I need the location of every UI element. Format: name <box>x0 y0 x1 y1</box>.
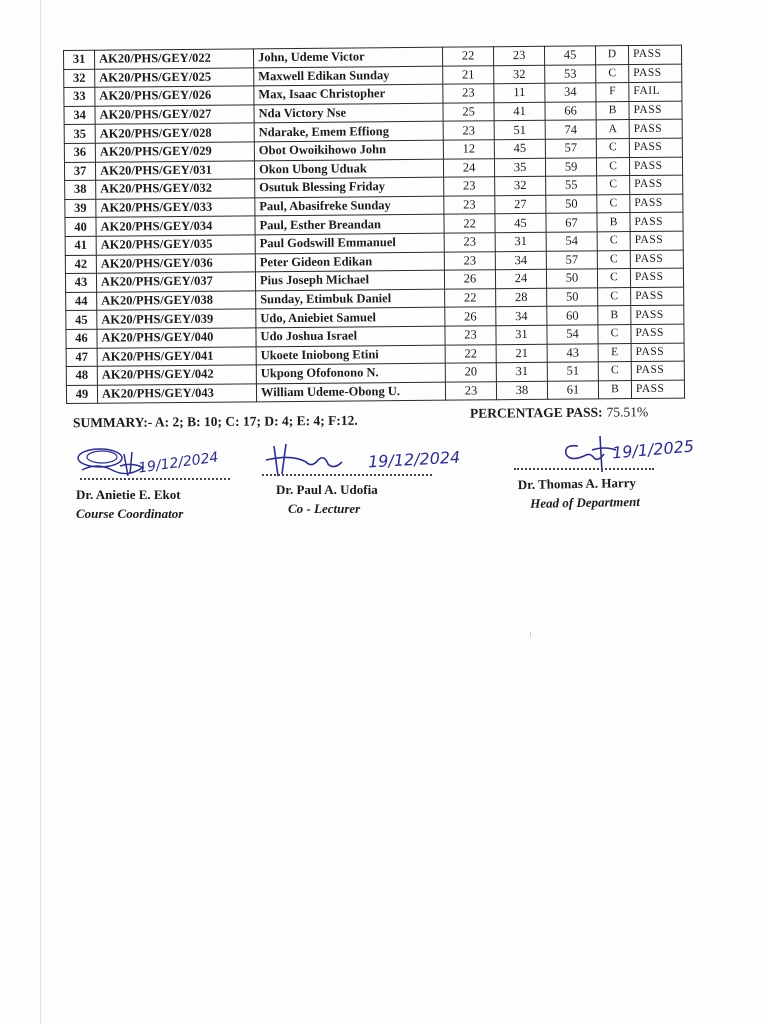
exam-score-cell: 45 <box>495 214 546 233</box>
signature-date-3: 19/1/2025 <box>611 436 695 463</box>
signatory-name: Dr. Paul A. Udofia <box>276 482 378 497</box>
serial-number-cell: 41 <box>65 236 96 255</box>
exam-score-cell: 45 <box>494 139 545 158</box>
ca-score-cell: 22 <box>445 288 496 307</box>
reg-number-cell: AK20/PHS/GEY/034 <box>96 216 255 236</box>
signatory-role: Course Coordinator <box>76 506 184 521</box>
student-name-cell: John, Udeme Victor <box>253 47 442 67</box>
scan-mark <box>530 632 531 637</box>
grade-cell: A <box>596 120 629 139</box>
total-score-cell: 51 <box>547 362 598 381</box>
remark-cell: PASS <box>629 119 682 138</box>
exam-score-cell: 31 <box>496 325 547 344</box>
results-table-body <box>64 45 685 404</box>
remark-cell: PASS <box>630 212 683 231</box>
student-name-cell: Okon Ubong Uduak <box>254 159 443 179</box>
grade-cell: C <box>597 176 630 195</box>
reg-number-cell: AK20/PHS/GEY/042 <box>97 365 256 385</box>
signatory-name: Dr. Thomas A. Harry <box>517 475 637 493</box>
total-score-cell: 61 <box>547 381 598 400</box>
reg-number-cell: AK20/PHS/GEY/038 <box>97 291 256 311</box>
signature-line-3 <box>514 468 654 470</box>
total-score-cell: 74 <box>545 120 596 139</box>
ca-score-cell: 20 <box>445 363 496 382</box>
reg-number-cell: AK20/PHS/GEY/032 <box>96 179 255 199</box>
signatory-role: Co - Lecturer <box>288 501 361 516</box>
total-score-cell: 57 <box>545 139 596 158</box>
exam-score-cell: 34 <box>495 251 546 270</box>
reg-number-cell: AK20/PHS/GEY/025 <box>95 67 254 87</box>
total-score-cell: 53 <box>545 64 596 83</box>
serial-number-cell: 31 <box>64 50 95 69</box>
exam-score-cell: 31 <box>495 232 546 251</box>
student-name-cell: Udo Joshua Israel <box>256 326 445 346</box>
ca-score-cell: 25 <box>443 103 494 122</box>
student-name-cell: William Udeme-Obong U. <box>256 382 445 402</box>
grade-cell: C <box>598 324 631 343</box>
ca-score-cell: 24 <box>443 158 494 177</box>
total-score-cell: 43 <box>547 343 598 362</box>
exam-score-cell: 23 <box>493 46 544 65</box>
signatory-co-lecturer <box>276 482 378 517</box>
remark-cell: PASS <box>630 231 683 250</box>
ca-score-cell: 26 <box>444 270 495 289</box>
exam-score-cell: 21 <box>496 344 547 363</box>
serial-number-cell: 36 <box>64 143 95 162</box>
ca-score-cell: 21 <box>443 65 494 84</box>
total-score-cell: 34 <box>545 83 596 102</box>
percentage-pass <box>470 404 648 422</box>
total-score-cell: 50 <box>546 269 597 288</box>
grade-cell: E <box>598 343 631 362</box>
ca-score-cell: 22 <box>444 214 495 233</box>
percentage-pass-label: PERCENTAGE PASS: <box>469 404 603 421</box>
student-name-cell: Paul, Esther Breandan <box>255 215 444 235</box>
remark-cell: PASS <box>629 101 682 120</box>
remark-cell: PASS <box>629 64 682 83</box>
reg-number-cell: AK20/PHS/GEY/040 <box>97 328 256 348</box>
student-name-cell: Peter Gideon Edikan <box>255 252 444 272</box>
reg-number-cell: AK20/PHS/GEY/022 <box>95 49 254 69</box>
total-score-cell: 54 <box>546 232 597 251</box>
results-table <box>63 45 685 405</box>
exam-score-cell: 11 <box>494 83 545 102</box>
reg-number-cell: AK20/PHS/GEY/033 <box>96 198 255 218</box>
exam-score-cell: 41 <box>494 102 545 121</box>
reg-number-cell: AK20/PHS/GEY/031 <box>95 160 254 180</box>
remark-cell: FAIL <box>629 82 682 101</box>
student-name-cell: Osutuk Blessing Friday <box>255 177 444 197</box>
serial-number-cell: 42 <box>65 255 96 274</box>
ca-score-cell: 23 <box>444 251 495 270</box>
remark-cell: PASS <box>629 138 682 157</box>
remark-cell: PASS <box>628 45 681 64</box>
signatory-head-of-department <box>518 475 640 512</box>
student-name-cell: Paul Godswill Emmanuel <box>255 233 444 253</box>
grade-cell: B <box>598 306 631 325</box>
serial-number-cell: 45 <box>66 311 97 330</box>
ca-score-cell: 26 <box>445 307 496 326</box>
serial-number-cell: 37 <box>64 162 95 181</box>
serial-number-cell: 32 <box>64 69 95 88</box>
remark-cell: PASS <box>631 287 684 306</box>
total-score-cell: 54 <box>547 325 598 344</box>
ca-score-cell: 12 <box>443 140 494 159</box>
signature-date-2: 19/12/2024 <box>367 447 461 472</box>
grade-cell: B <box>596 101 629 120</box>
reg-number-cell: AK20/PHS/GEY/029 <box>95 142 254 162</box>
exam-score-cell: 32 <box>494 65 545 84</box>
student-name-cell: Max, Isaac Christopher <box>254 84 443 104</box>
reg-number-cell: AK20/PHS/GEY/026 <box>95 86 254 106</box>
total-score-cell: 67 <box>546 213 597 232</box>
serial-number-cell: 46 <box>66 329 97 348</box>
reg-number-cell: AK20/PHS/GEY/041 <box>97 346 256 366</box>
reg-number-cell: AK20/PHS/GEY/035 <box>96 235 255 255</box>
remark-cell: PASS <box>631 361 684 380</box>
reg-number-cell: AK20/PHS/GEY/028 <box>95 123 254 143</box>
remark-cell: PASS <box>631 380 684 399</box>
serial-number-cell: 34 <box>64 106 95 125</box>
remark-cell: PASS <box>631 324 684 343</box>
serial-number-cell: 49 <box>66 385 97 404</box>
signature-date-1: 19/12/2024 <box>137 449 220 477</box>
reg-number-cell: AK20/PHS/GEY/039 <box>97 309 256 329</box>
grade-summary: SUMMARY:- A: 2; B: 10; C: 17; D: 4; E: 4; F:12. <box>72 412 358 431</box>
total-score-cell: 57 <box>546 250 597 269</box>
serial-number-cell: 48 <box>66 366 97 385</box>
serial-number-cell: 39 <box>65 199 96 218</box>
grade-cell: C <box>596 64 629 83</box>
exam-score-cell: 28 <box>496 288 547 307</box>
student-name-cell: Ndarake, Emem Effiong <box>254 122 443 142</box>
serial-number-cell: 47 <box>66 348 97 367</box>
grade-cell: B <box>598 380 631 399</box>
ca-score-cell: 23 <box>445 381 496 400</box>
serial-number-cell: 35 <box>64 125 95 144</box>
grade-cell: F <box>596 83 629 102</box>
exam-score-cell: 51 <box>494 121 545 140</box>
signature-line-2 <box>262 474 432 476</box>
ca-score-cell: 23 <box>445 326 496 345</box>
remark-cell: PASS <box>630 268 683 287</box>
total-score-cell: 45 <box>544 46 595 65</box>
ca-score-cell: 23 <box>443 121 494 140</box>
serial-number-cell: 33 <box>64 87 95 106</box>
total-score-cell: 59 <box>545 157 596 176</box>
total-score-cell: 60 <box>547 306 598 325</box>
grade-cell: B <box>597 213 630 232</box>
ca-score-cell: 23 <box>444 233 495 252</box>
total-score-cell: 55 <box>546 176 597 195</box>
serial-number-cell: 40 <box>65 218 96 237</box>
student-name-cell: Obot Owoikihowo John <box>254 140 443 160</box>
student-name-cell: Udo, Aniebiet Samuel <box>256 307 445 327</box>
grade-cell: C <box>597 231 630 250</box>
grade-cell: C <box>596 157 629 176</box>
signatory-role: Head of Department <box>530 493 641 511</box>
serial-number-cell: 44 <box>66 292 97 311</box>
exam-score-cell: 34 <box>496 307 547 326</box>
ca-score-cell: 23 <box>444 177 495 196</box>
reg-number-cell: AK20/PHS/GEY/037 <box>96 272 255 292</box>
signatory-name: Dr. Anietie E. Ekot <box>76 487 181 502</box>
exam-score-cell: 32 <box>495 176 546 195</box>
total-score-cell: 50 <box>546 195 597 214</box>
grade-cell: C <box>597 250 630 269</box>
student-name-cell: Ukoete Iniobong Etini <box>256 345 445 365</box>
page-edge <box>40 0 41 1024</box>
total-score-cell: 50 <box>547 288 598 307</box>
ca-score-cell: 22 <box>442 47 493 66</box>
ca-score-cell: 22 <box>445 344 496 363</box>
exam-score-cell: 38 <box>496 381 547 400</box>
remark-cell: PASS <box>631 305 684 324</box>
grade-cell: C <box>597 269 630 288</box>
grade-cell: C <box>598 362 631 381</box>
student-name-cell: Nda Victory Nse <box>254 103 443 123</box>
signature-line-1 <box>80 478 230 480</box>
remark-cell: PASS <box>630 194 683 213</box>
remark-cell: PASS <box>630 175 683 194</box>
exam-score-cell: 35 <box>494 158 545 177</box>
student-name-cell: Paul, Abasifreke Sunday <box>255 196 444 216</box>
exam-score-cell: 27 <box>495 195 546 214</box>
ca-score-cell: 23 <box>443 84 494 103</box>
serial-number-cell: 38 <box>65 180 96 199</box>
student-name-cell: Ukpong Ofofonono N. <box>256 363 445 383</box>
percentage-pass-value: 75.51% <box>606 404 649 420</box>
remark-cell: PASS <box>630 250 683 269</box>
grade-cell: C <box>597 194 630 213</box>
signatory-course-coordinator <box>76 487 183 522</box>
reg-number-cell: AK20/PHS/GEY/036 <box>96 253 255 273</box>
grade-cell: C <box>598 287 631 306</box>
grade-cell: C <box>596 139 629 158</box>
exam-score-cell: 24 <box>495 269 546 288</box>
ca-score-cell: 23 <box>444 195 495 214</box>
total-score-cell: 66 <box>545 102 596 121</box>
student-name-cell: Pius Joseph Michael <box>255 270 444 290</box>
remark-cell: PASS <box>631 343 684 362</box>
remark-cell: PASS <box>629 157 682 176</box>
student-name-cell: Maxwell Edikan Sunday <box>254 66 443 86</box>
exam-score-cell: 31 <box>496 362 547 381</box>
grade-cell: D <box>595 46 628 65</box>
reg-number-cell: AK20/PHS/GEY/043 <box>97 384 256 404</box>
student-name-cell: Sunday, Etimbuk Daniel <box>256 289 445 309</box>
serial-number-cell: 43 <box>65 273 96 292</box>
reg-number-cell: AK20/PHS/GEY/027 <box>95 105 254 125</box>
